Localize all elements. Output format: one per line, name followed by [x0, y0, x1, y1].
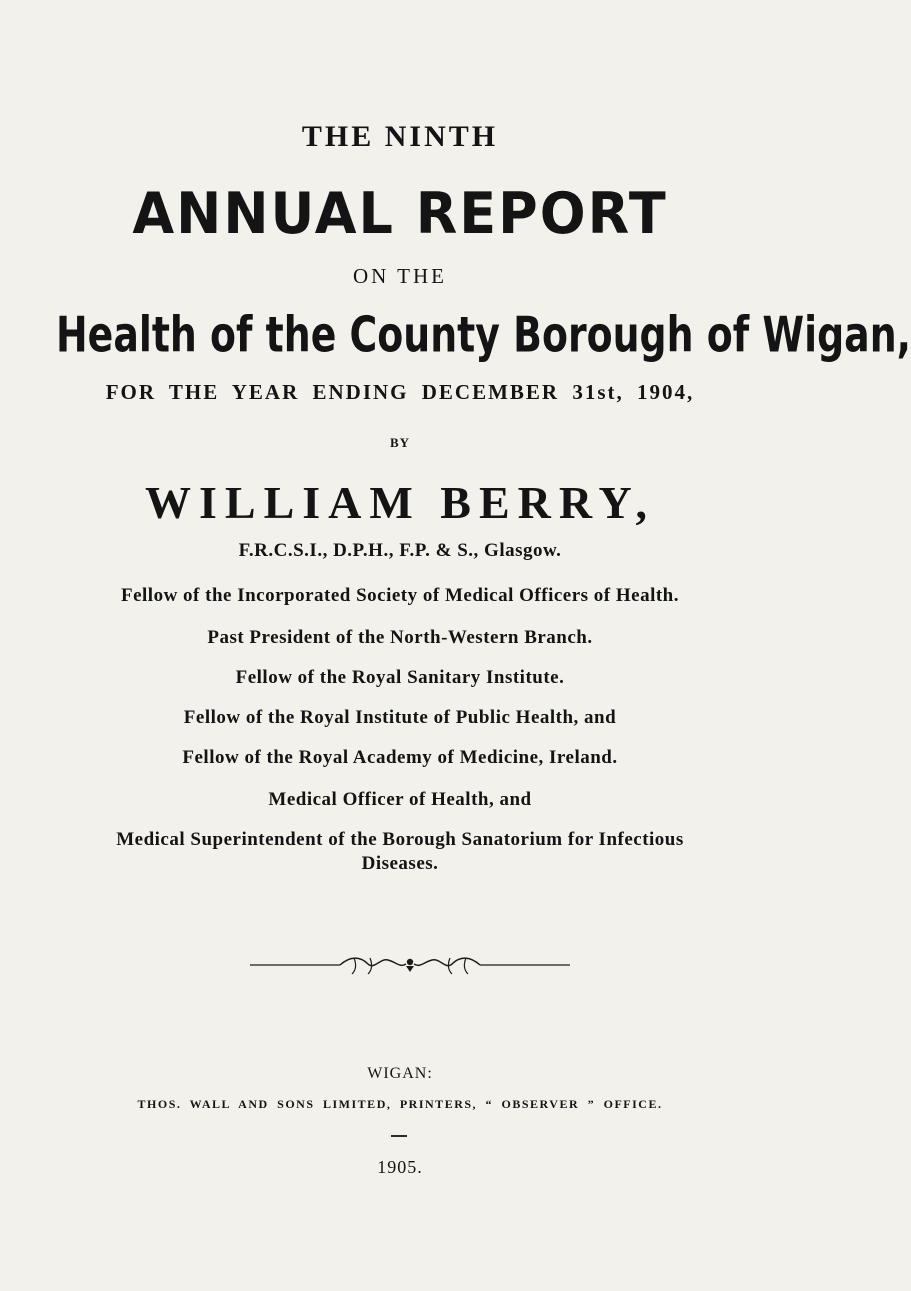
subject-heading: Health of the County Borough of Wigan,	[56, 306, 911, 365]
credential-line: F.R.C.S.I., D.P.H., F.P. & S., Glasgow.	[238, 540, 562, 561]
credential-line: Past President of the North-Western Branch.	[207, 627, 593, 648]
credential-line: Fellow of the Royal Institute of Public Health, and	[183, 707, 617, 728]
credential-line: Diseases.	[361, 853, 439, 874]
on-the-text: ON THE	[352, 264, 448, 288]
year-line: FOR THE YEAR ENDING DECEMBER 31st, 1904,	[105, 380, 695, 404]
credential-line: Fellow of the Incorporated Society of Medical Officers of Health.	[120, 585, 680, 606]
credential-line: Fellow of the Royal Academy of Medicine, Ireland.	[182, 747, 618, 768]
author-name: WILLIAM BERRY,	[145, 477, 655, 528]
divider-rule	[391, 1135, 407, 1137]
report-heading: ANNUAL REPORT	[132, 180, 668, 247]
scroll-flourish-icon	[250, 950, 570, 976]
credential-line: Fellow of the Royal Sanitary Institute.	[235, 667, 565, 688]
credential-line: Medical Officer of Health, and	[268, 789, 532, 810]
ordinal-heading: THE NINTH	[301, 120, 499, 153]
credential-line: Medical Superintendent of the Borough Sanatorium for Infectious	[116, 829, 684, 850]
publication-year: 1905.	[377, 1157, 423, 1177]
imprint-place: WIGAN:	[367, 1065, 433, 1082]
printer-line: THOS. WALL AND SONS LIMITED, PRINTERS, “ OBSERVER ” OFFICE.	[137, 1097, 663, 1111]
by-label: BY	[389, 435, 411, 450]
